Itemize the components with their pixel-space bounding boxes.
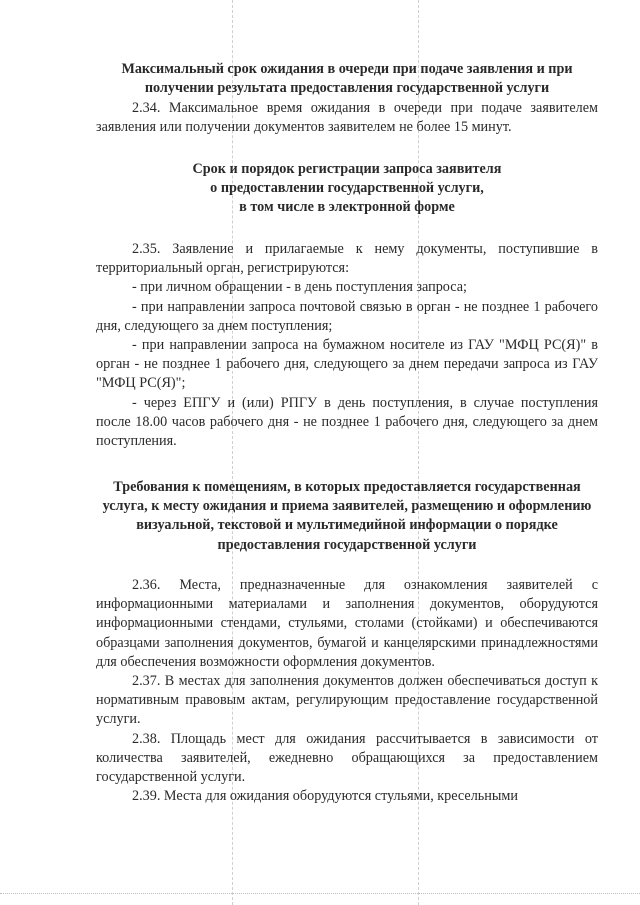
heading-line-1: Срок и порядок регистрации запроса заявителя [192, 161, 502, 177]
list-item: - при направлении запроса почтовой связью в орган - не позднее 1 рабочего дня, следующего за днем поступления; [96, 298, 598, 334]
paragraph-group-2-36 [96, 576, 598, 806]
heading-line-3: в том числе в электронной форме [239, 199, 455, 216]
heading-max-wait [96, 60, 598, 98]
heading-line-2: о предоставлении государственной услуги, [210, 180, 484, 197]
list-item: - при направлении запроса на бумажном носителе из ГАУ "МФЦ РС(Я)" в орган - не позднее 1 рабочего дня, следующего за днем передачи запроса из ГАУ "МФЦ РС(Я)"; [96, 337, 598, 392]
paragraph-text: 2.34. Максимальное время ожидания в очереди при подаче заявителем заявления или получении документов заявителем не более 15 минут. [96, 100, 598, 136]
paragraph-2-39: 2.39. Места для ожидания оборудуются стульями, кресельными [132, 788, 518, 805]
paragraph-2-35 [96, 240, 598, 451]
paragraph-text: 2.35. Заявление и прилагаемые к нему документы, поступившие в территориальный орган, регистрируются: [96, 241, 598, 277]
paragraph-2-36: 2.36. Места, предназначенные для ознакомления заявителей с информационными материалами и заполнения документов, оборудуются информационными стендами, стульями, столами (стойками) и обеспечиваются образцами заполнения документов, бумагой и канцелярскими принадлежностями для обеспечения возможности оформления документов. [96, 577, 598, 670]
list-item: - при личном обращении - в день поступления запроса; [132, 279, 467, 296]
list-item: - через ЕПГУ и (или) РПГУ в день поступления, в случае поступления после 18.00 часов рабочего дня - не позднее 1 рабочего дня, следующего за днем поступления. [96, 394, 598, 450]
heading-text: Требования к помещениям, в которых предоставляется государственная услуга, к месту ожидания и приема заявителей, размещению и оформлению визуальной, текстовой и мультимедийной информации о порядке предоставления государственной услуги [102, 479, 592, 553]
heading-premises [96, 478, 598, 555]
paragraph-2-34 [96, 99, 598, 137]
paragraph-2-37: 2.37. В местах для заполнения документов должен обеспечиваться доступ к нормативным правовым актам, регулирующим предоставление государственной услуги. [96, 673, 598, 728]
heading-text: Максимальный срок ожидания в очереди при подаче заявления и при получении результата предоставления государственной услуги [121, 61, 573, 97]
page-edge-line [0, 893, 640, 894]
heading-registration [96, 160, 598, 218]
paragraph-2-38: 2.38. Площадь мест для ожидания рассчитывается в зависимости от количества заявителей, ежедневно обращающихся за предоставлением государственной услуги. [96, 730, 598, 786]
